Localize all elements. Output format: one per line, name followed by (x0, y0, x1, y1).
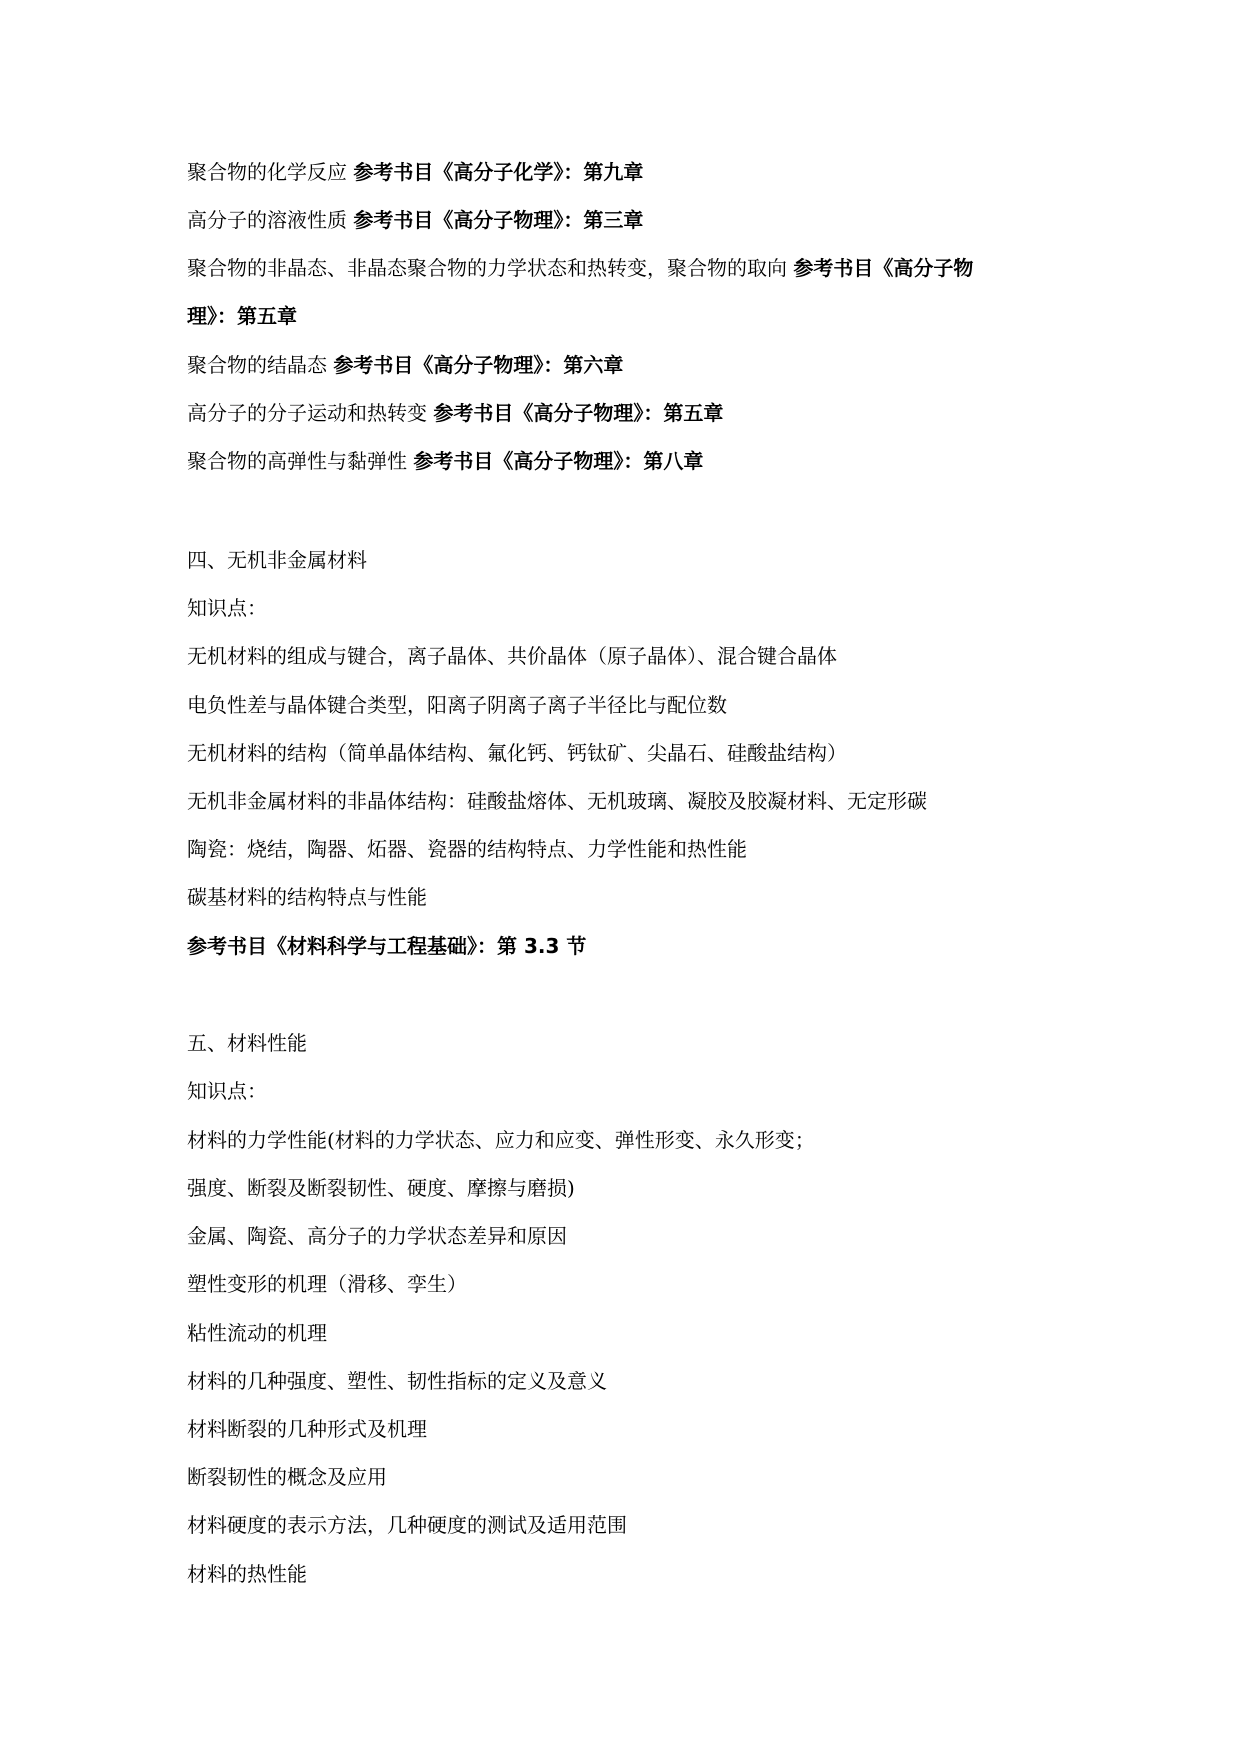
topic-text: 聚合物的结晶态 (187, 353, 334, 377)
knowledge-item: 粘性流动的机理 (187, 1321, 327, 1345)
reference-text: 理》：第五章 (187, 304, 297, 328)
reference-text: 参考书目《高分子物理》：第三章 (353, 208, 644, 232)
knowledge-item: 强度、断裂及断裂韧性、硬度、摩擦与磨损) (187, 1176, 575, 1200)
topic-line (187, 160, 643, 184)
topic-line (187, 449, 703, 473)
knowledge-item: 电负性差与晶体键合类型，阳离子阴离子离子半径比与配位数 (187, 693, 727, 717)
topic-line (187, 256, 973, 280)
reference-text: 参考书目《高分子物理》：第五章 (433, 401, 724, 425)
knowledge-item: 塑性变形的机理（滑移、孪生） (187, 1272, 467, 1296)
topic-text: 聚合物的非晶态、非晶态聚合物的力学状态和热转变，聚合物的取向 (187, 256, 794, 280)
knowledge-item: 无机材料的组成与键合，离子晶体、共价晶体（原子晶体）、混合键合晶体 (187, 644, 837, 668)
topic-line-continuation (187, 304, 297, 328)
section-heading: 四、无机非金属材料 (187, 548, 367, 572)
knowledge-item: 无机材料的结构（简单晶体结构、氟化钙、钙钛矿、尖晶石、硅酸盐结构） (187, 741, 847, 765)
knowledge-item: 材料硬度的表示方法，几种硬度的测试及适用范围 (187, 1513, 627, 1537)
section-heading: 五、材料性能 (187, 1031, 307, 1055)
knowledge-item: 断裂韧性的概念及应用 (187, 1465, 387, 1489)
reference-text: 参考书目《高分子物 (793, 256, 974, 280)
knowledge-item: 陶瓷：烧结，陶器、炻器、瓷器的结构特点、力学性能和热性能 (187, 837, 747, 861)
topic-text: 聚合物的化学反应 (187, 160, 354, 184)
topic-line (187, 208, 643, 232)
reference-text: 参考书目《高分子化学》：第九章 (353, 160, 644, 184)
knowledge-item: 材料断裂的几种形式及机理 (187, 1417, 427, 1441)
knowledge-item: 碳基材料的结构特点与性能 (187, 885, 427, 909)
knowledge-label: 知识点： (187, 596, 267, 620)
topic-text: 高分子的溶液性质 (187, 208, 354, 232)
reference-text: 参考书目《高分子物理》：第六章 (333, 353, 624, 377)
reference-text: 参考书目《材料科学与工程基础》：第 3.3 节 (187, 934, 587, 958)
topic-text: 聚合物的高弹性与黏弹性 (187, 449, 414, 473)
knowledge-item: 金属、陶瓷、高分子的力学状态差异和原因 (187, 1224, 567, 1248)
knowledge-item: 材料的几种强度、塑性、韧性指标的定义及意义 (187, 1369, 607, 1393)
reference-text: 参考书目《高分子物理》：第八章 (413, 449, 704, 473)
knowledge-label: 知识点： (187, 1079, 267, 1103)
topic-line (187, 401, 723, 425)
knowledge-item: 无机非金属材料的非晶体结构：硅酸盐熔体、无机玻璃、凝胶及胶凝材料、无定形碳 (187, 789, 927, 813)
knowledge-item: 材料的力学性能(材料的力学状态、应力和应变、弹性形变、永久形变； (187, 1128, 815, 1152)
knowledge-item: 材料的热性能 (187, 1562, 307, 1586)
topic-text: 高分子的分子运动和热转变 (187, 401, 434, 425)
topic-line (187, 353, 623, 377)
